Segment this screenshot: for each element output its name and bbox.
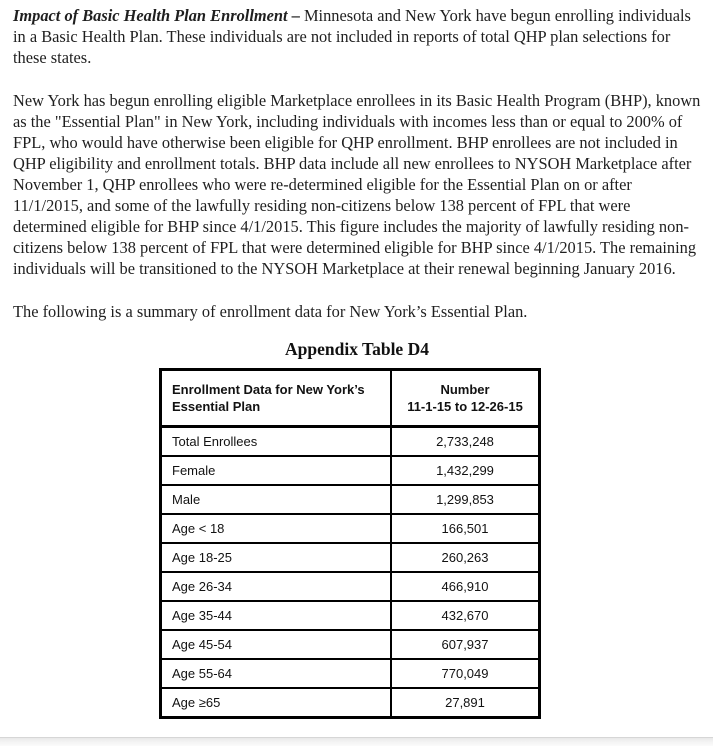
paragraph-bhp-details: New York has begun enrolling eligible Marketplace enrollees in its Basic Health Program (BHP), known as the "Essential Plan" in New York, including individuals with incomes less than or equal to 200% of FPL, who would have otherwise been eligible for QHP enrollment. BHP enrollees are not included in QHP eligibility and enrollment totals. BHP data include all new enrollees to NYSOH Marketplace after November 1, QHP enrollees who were re-determined eligible for the Essential Plan on or after 11/1/2015, and some of the lawfully residing non-citizens below 138 percent of FPL that were determined eligible for BHP since 4/1/2015. This figure includes the majority of lawfully residing non-citizens below 138 percent of FPL that were determined eligible for BHP since 4/1/2015. The remaining individuals will be transitioned to the NYSOH Marketplace at their renewal beginning January 2016. <box>13 91 701 278</box>
page-edge-shadow <box>0 737 713 746</box>
row-label: Age 55-64 <box>161 659 392 688</box>
row-label: Female <box>161 456 392 485</box>
paragraph-impact-dash: – <box>287 6 304 25</box>
row-value: 1,432,299 <box>391 456 540 485</box>
table-title: Appendix Table D4 <box>285 339 429 359</box>
header-row <box>161 370 540 427</box>
header-category-line2: Essential Plan <box>172 399 261 414</box>
header-number-line1: Number <box>440 382 490 397</box>
row-value: 432,670 <box>391 601 540 630</box>
row-value: 770,049 <box>391 659 540 688</box>
header-number-line2: 11-1-15 to 12-26-15 <box>407 399 523 414</box>
table-row <box>161 572 540 601</box>
paragraph-summary-intro: The following is a summary of enrollment data for New York’s Essential Plan. <box>13 302 528 321</box>
row-label: Age 45-54 <box>161 630 392 659</box>
table-row <box>161 630 540 659</box>
paragraph-impact-body: Minnesota and New York have begun enrolling individuals in a Basic Health Plan. These individuals are not included in reports of total QHP plan selections for these states. <box>13 6 691 67</box>
table-row <box>161 659 540 688</box>
table-row <box>161 514 540 543</box>
paragraph-impact-lead: Impact of Basic Health Plan Enrollment <box>13 6 288 25</box>
enrollment-table <box>159 368 541 719</box>
table-row <box>161 601 540 630</box>
row-value: 607,937 <box>391 630 540 659</box>
table-row <box>161 427 540 457</box>
table-row <box>161 688 540 718</box>
row-value: 1,299,853 <box>391 485 540 514</box>
row-value: 466,910 <box>391 572 540 601</box>
row-value: 2,733,248 <box>391 427 540 457</box>
row-value: 27,891 <box>391 688 540 718</box>
row-label: Total Enrollees <box>161 427 392 457</box>
row-value: 260,263 <box>391 543 540 572</box>
row-label: Age 18-25 <box>161 543 392 572</box>
header-category-line1: Enrollment Data for New York’s <box>172 382 365 397</box>
enrollment-table-header <box>161 370 540 427</box>
enrollment-table-body <box>161 427 540 718</box>
header-cell-category <box>161 370 392 427</box>
table-row <box>161 456 540 485</box>
row-label: Age < 18 <box>161 514 392 543</box>
table-row <box>161 543 540 572</box>
header-cell-number <box>391 370 540 427</box>
row-label: Age ≥65 <box>161 688 392 718</box>
row-label: Age 35-44 <box>161 601 392 630</box>
row-value: 166,501 <box>391 514 540 543</box>
paragraph-impact <box>13 5 701 68</box>
table-row <box>161 485 540 514</box>
row-label: Age 26-34 <box>161 572 392 601</box>
row-label: Male <box>161 485 392 514</box>
